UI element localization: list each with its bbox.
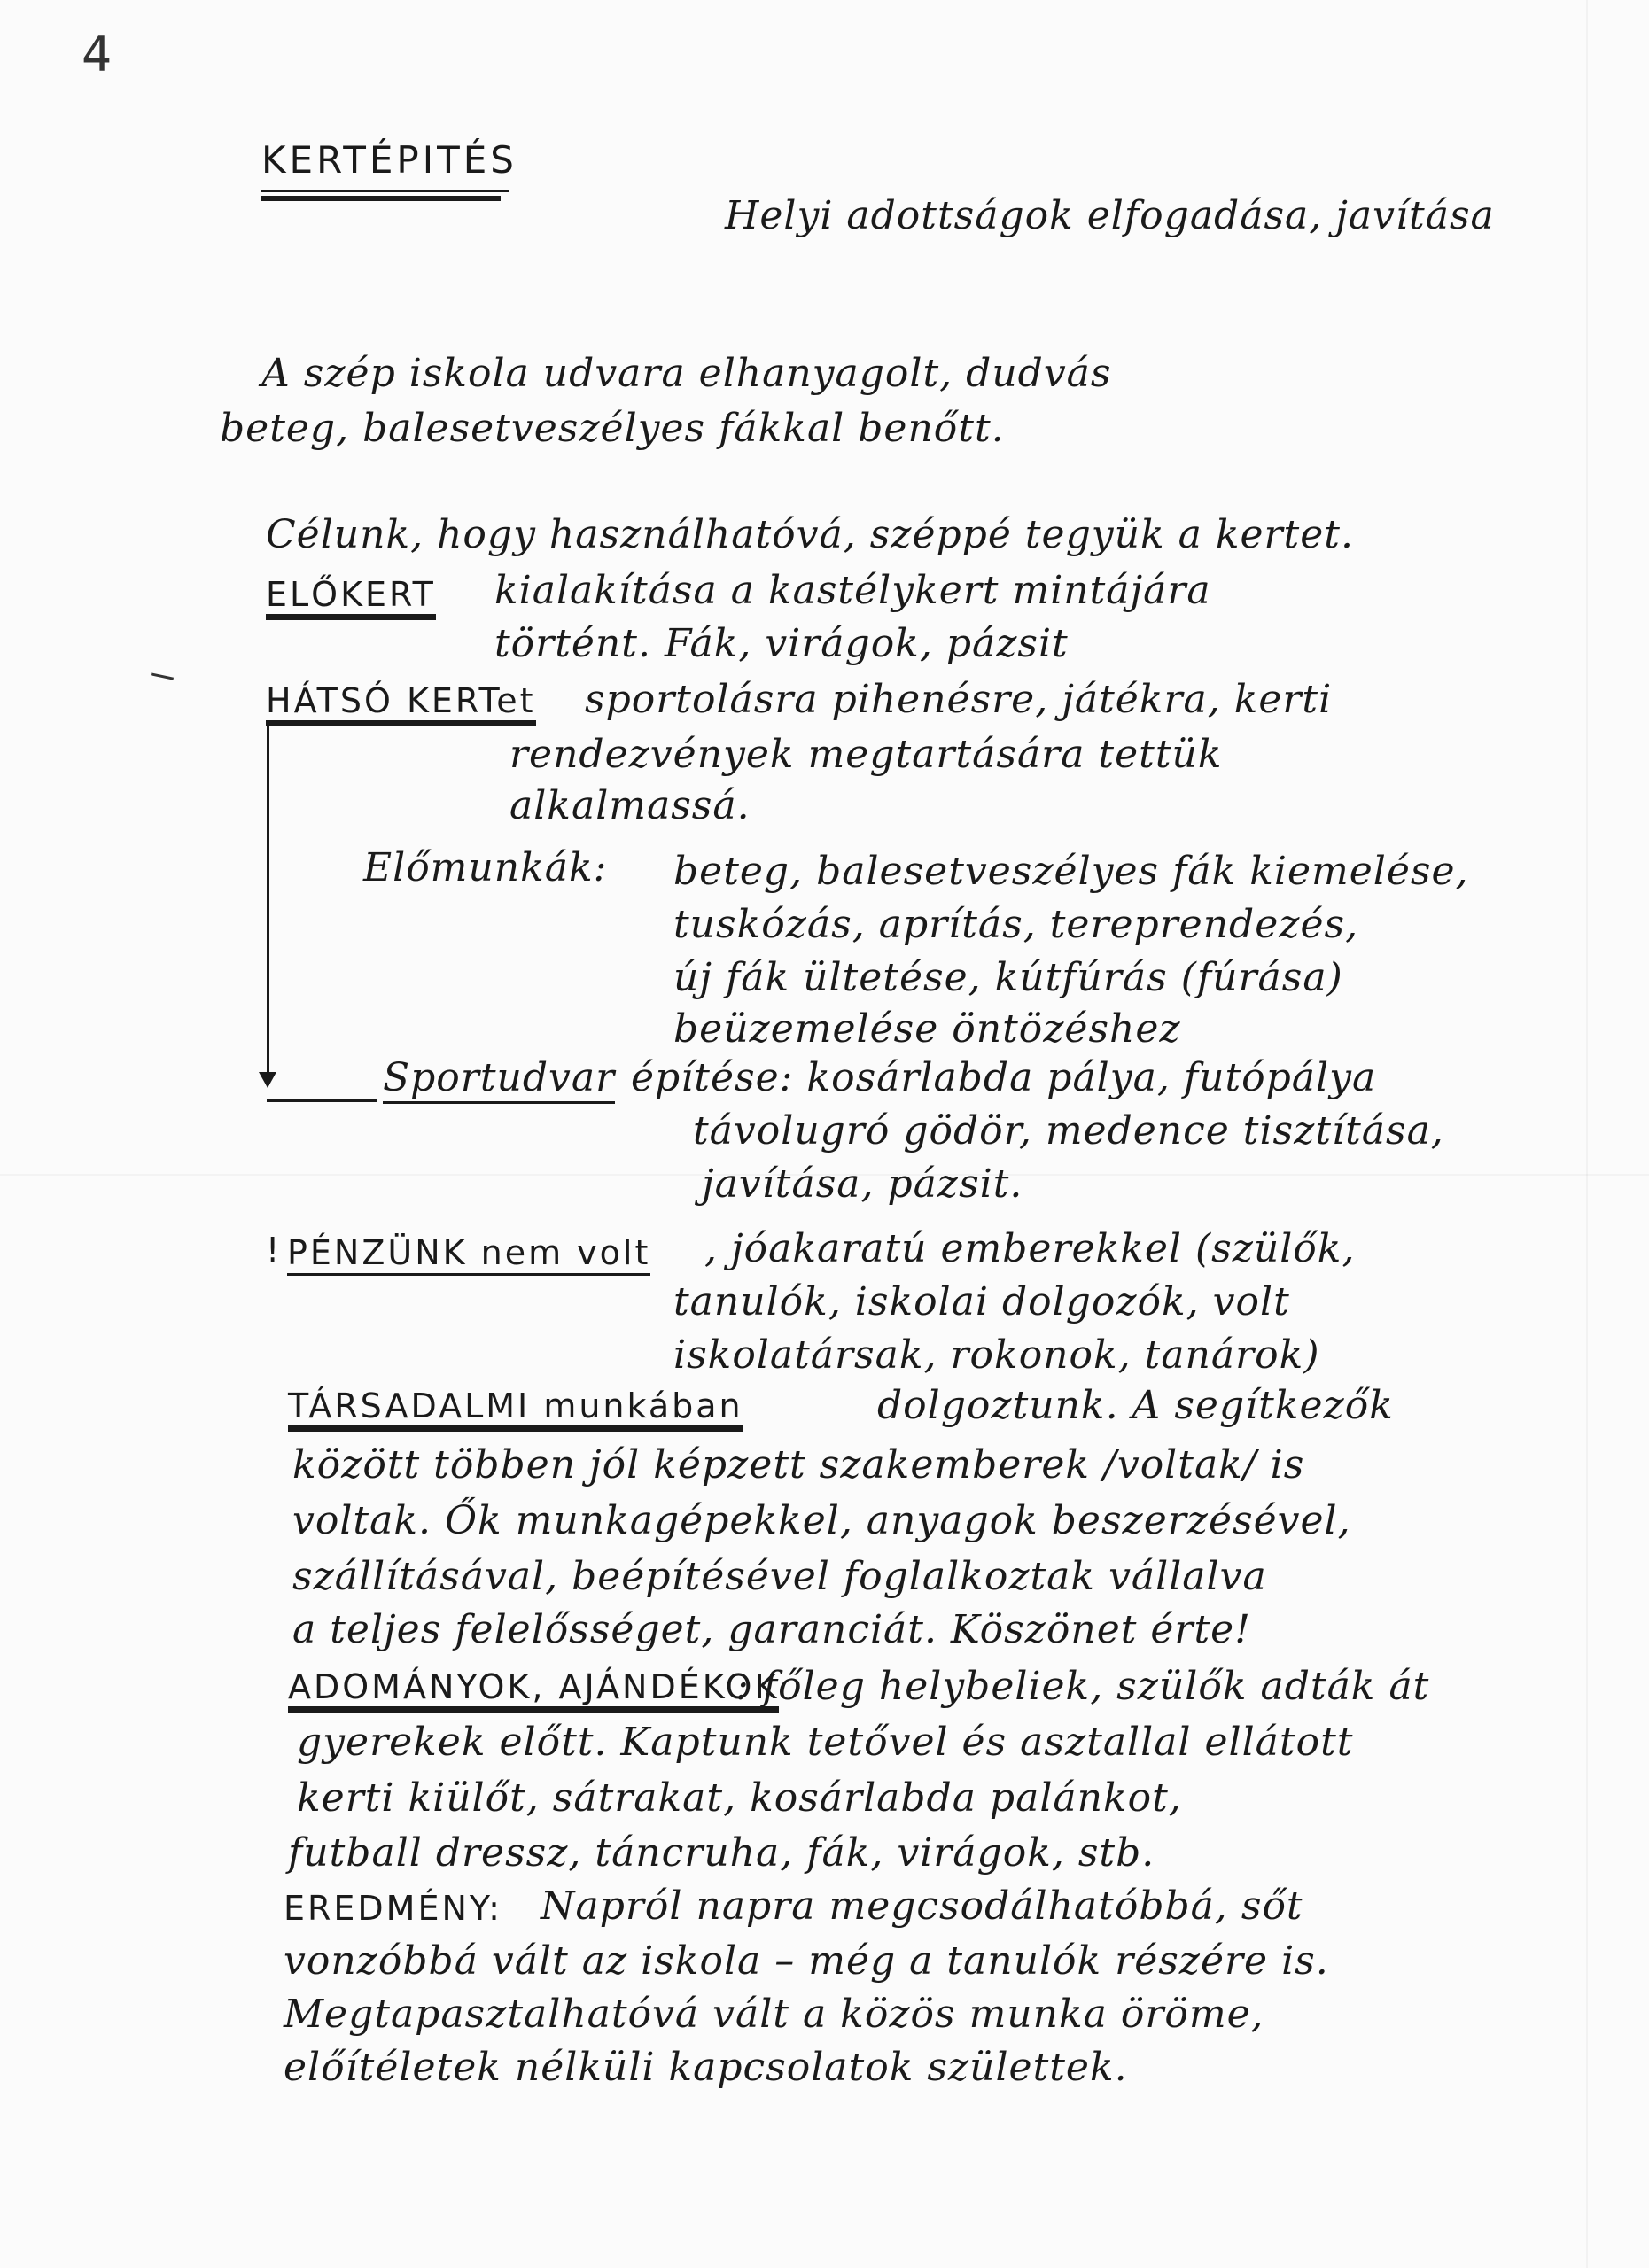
eredmeny-line-2: vonzóbbá vált az iskola – még a tanulók részére is. [284,1938,1329,1984]
bracket-arrow-icon [259,1072,276,1088]
sportudvar-line-3: javítása, pázsit. [702,1161,1023,1207]
hatsokert-line-3: alkalmassá. [509,783,751,828]
margin-mark [151,672,174,680]
elokert-label: ELŐKERT [266,578,436,620]
tarsadalmi-line-4: szállításával, beépítésével foglalkoztak vállalva [292,1554,1267,1599]
title-block [261,138,517,201]
adomanyok-line-2: gyerekek előtt. Kaptunk tetővel és asztallal ellátott [297,1720,1354,1765]
tarsadalmi-line-3: voltak. Ők munkagépekkel, anyagok beszerzésével, [292,1498,1351,1543]
adomanyok-line-4: futball dressz, táncruha, fák, virágok, stb. [288,1830,1155,1876]
sportudvar-label: Sportudvar [383,1059,615,1104]
title-double-underline [261,196,501,201]
penz-label: PÉNZÜNK nem volt [287,1236,650,1276]
goal-line: Célunk, hogy használhatóvá, széppé tegyük a kertet. [266,512,1354,557]
elomunkak-label: Előmunkák: [363,845,608,890]
bracket-connector [267,1099,377,1102]
eredmeny-label: EREDMÉNY: [284,1889,502,1928]
elomunkak-line-4: beüzemelése öntözéshez [673,1006,1181,1052]
penz-mark: ! [266,1231,283,1270]
adomanyok-line-3: kerti kiülőt, sátrakat, kosárlabda palánkot, [297,1775,1182,1821]
page-title: KERTÉPITÉS [261,138,517,182]
tarsadalmi-line-1: dolgoztunk. A segítkezők [877,1383,1394,1428]
subtitle: Helyi adottságok elfogadása, javítása [725,193,1495,238]
elomunkak-line-1: beteg, balesetveszélyes fák kiemelése, [673,849,1469,894]
title-underline [261,190,509,192]
sportudvar-line-2: távolugró gödör, medence tisztítása, [693,1108,1444,1153]
elokert-line-2: történt. Fák, virágok, pázsit [494,621,1069,666]
penz-line-1: , jóakaratú emberekkel (szülők, [704,1226,1356,1271]
hatsokert-label: HÁTSÓ KERTet [266,684,536,726]
adomanyok-label: ADOMÁNYOK, AJÁNDÉKOK [288,1670,779,1713]
tarsadalmi-label: TÁRSADALMI munkában [288,1389,743,1432]
intro-line-2: beteg, balesetveszélyes fákkal benőtt. [220,406,1005,451]
tarsadalmi-line-5: a teljes felelősséget, garanciát. Köszönet érte! [292,1607,1251,1652]
elomunkak-line-3: új fák ültetése, kútfúrás (fúrása) [673,955,1343,1000]
intro-line-1: A szép iskola udvara elhanyagolt, dudvás [261,351,1112,396]
eredmeny-line-1: Napról napra megcsodálhatóbbá, sőt [541,1884,1303,1929]
penz-line-3: iskolatársak, rokonok, tanárok) [673,1332,1320,1378]
page-number: 4 [82,27,113,82]
elomunkak-line-2: tuskózás, aprítás, tereprendezés, [673,902,1359,947]
adomanyok-line-1: : főleg helybeliek, szülők adták át [735,1664,1430,1709]
eredmeny-line-4: előítéletek nélküli kapcsolatok születtek. [284,2045,1128,2090]
sportudvar-line-1: építése: kosárlabda pálya, futópálya [631,1055,1377,1100]
elokert-line-1: kialakítása a kastélykert mintájára [494,568,1211,613]
tarsadalmi-line-2: között többen jól képzett szakemberek /voltak/ is [292,1442,1305,1487]
eredmeny-line-3: Megtapasztalhatóvá vált a közös munka öröme, [284,1992,1264,2037]
penz-line-2: tanulók, iskolai dolgozók, volt [673,1279,1290,1324]
bracket-line [267,722,269,1085]
hatsokert-line-2: rendezvények megtartására tettük [509,732,1223,777]
hatsokert-line-1: sportolásra pihenésre, játékra, kerti [585,677,1333,722]
paper-fold-vertical [1586,0,1588,2268]
